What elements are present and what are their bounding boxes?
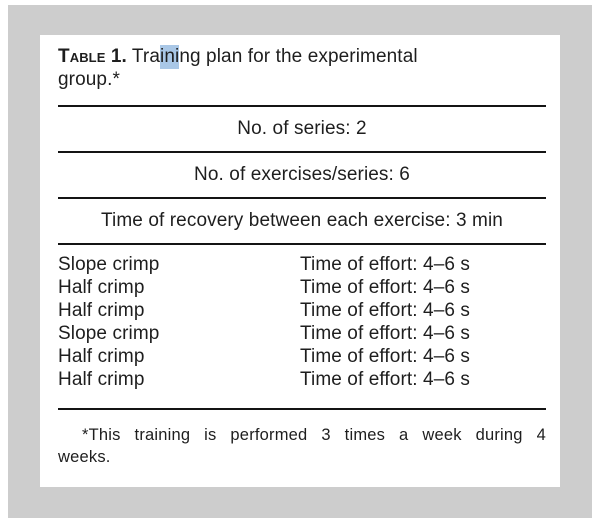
exercise-name: Slope crimp	[58, 254, 160, 275]
table-title-line2: group.*	[58, 69, 120, 90]
divider-rule-5	[58, 408, 546, 410]
exercise-name: Half crimp	[58, 346, 145, 367]
recovery-time-row: Time of recovery between each exercise: 3 min	[101, 210, 503, 231]
title-text-pre: Tra	[131, 46, 161, 67]
effort-time: Time of effort: 4–6 s	[300, 300, 471, 321]
effort-time: Time of effort: 4–6 s	[300, 277, 471, 298]
effort-time: Time of effort: 4–6 s	[300, 346, 471, 367]
table-row	[58, 368, 546, 391]
table-title-line1	[58, 45, 546, 68]
series-count-row: No. of series: 2	[237, 118, 367, 139]
table-row	[58, 253, 546, 276]
title-selected-text[interactable]: ini	[160, 46, 180, 67]
effort-time: Time of effort: 4–6 s	[300, 254, 471, 275]
effort-time: Time of effort: 4–6 s	[300, 323, 471, 344]
table-footnote	[58, 424, 546, 468]
table-panel	[40, 35, 560, 487]
table-row	[58, 345, 546, 368]
footnote-line1: *This training is performed 3 times a week during 4	[82, 426, 546, 444]
exercises-per-series-row: No. of exercises/series: 6	[194, 164, 410, 185]
exercise-name: Half crimp	[58, 300, 145, 321]
exercise-name: Slope crimp	[58, 323, 160, 344]
effort-time: Time of effort: 4–6 s	[300, 369, 471, 390]
gray-frame	[8, 5, 592, 518]
table-number-label: Table 1.	[58, 46, 127, 67]
exercise-list	[58, 245, 546, 408]
title-text-post: ng plan for the experimental	[179, 46, 418, 67]
table-title	[58, 45, 546, 91]
footnote-line2: weeks.	[58, 448, 111, 466]
table-row	[58, 276, 546, 299]
table-row	[58, 322, 546, 345]
table-row	[58, 299, 546, 322]
exercise-name: Half crimp	[58, 277, 145, 298]
exercise-name: Half crimp	[58, 369, 145, 390]
